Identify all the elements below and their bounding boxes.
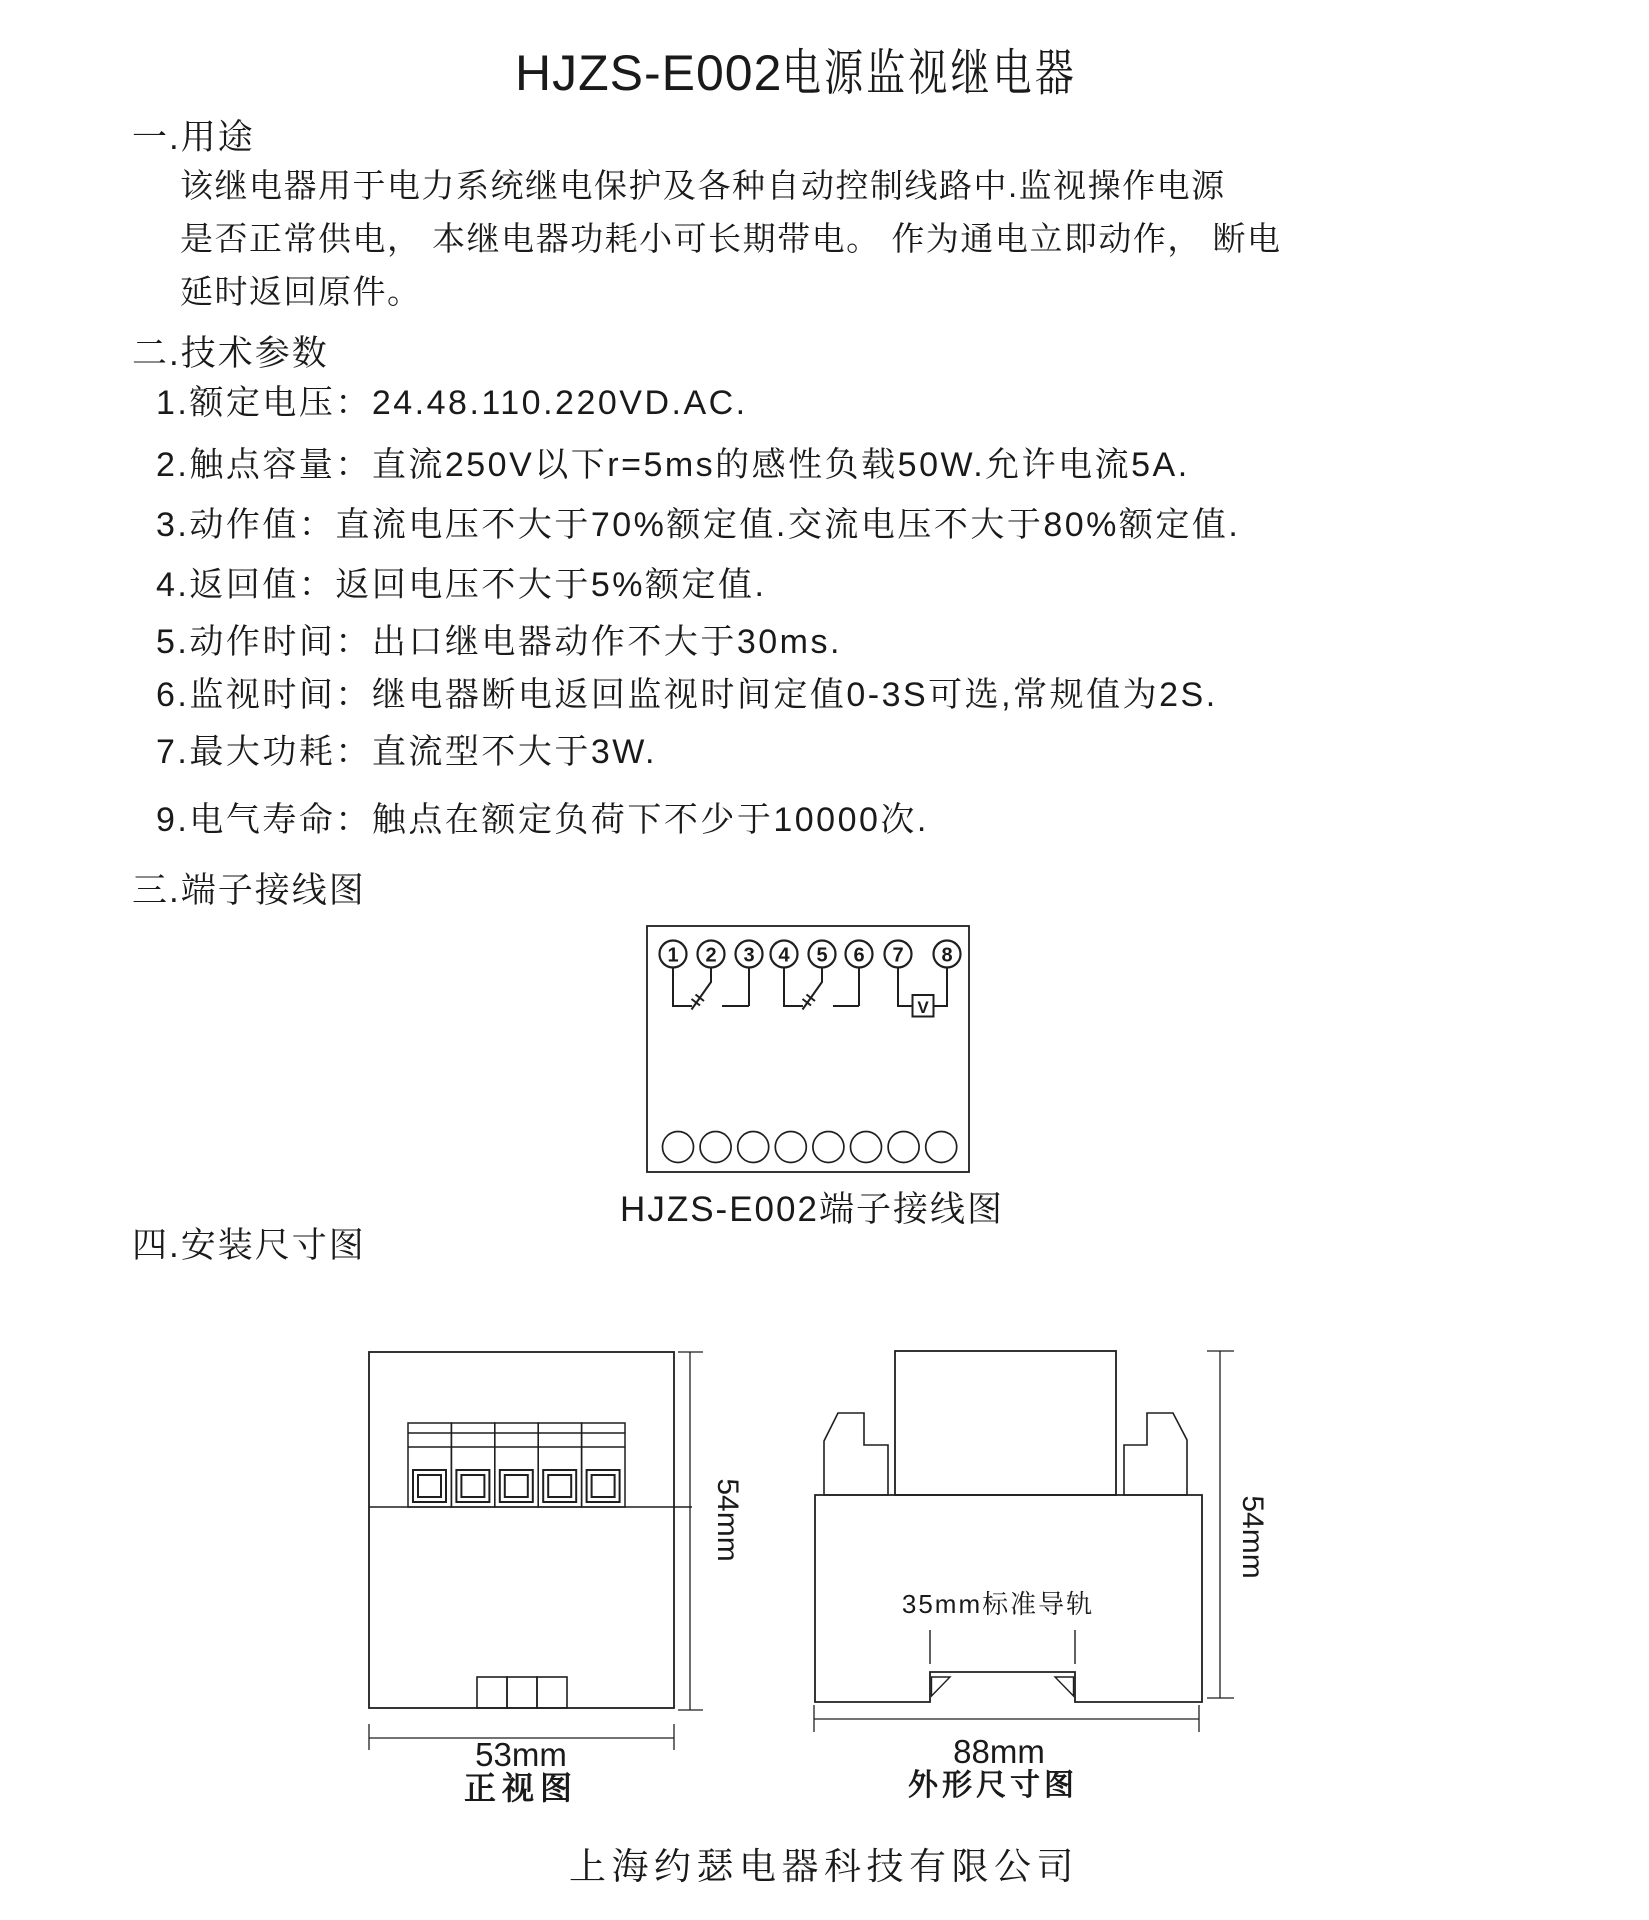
- parameter-item: 6.监视时间：继电器断电返回监视时间定值0-3S可选,常规值为2S.: [156, 676, 1218, 714]
- company-name: 上海约瑟电器科技有限公司: [569, 1846, 1079, 1887]
- page-title-model: HJZS-E002: [515, 45, 783, 101]
- outline-view-rail-slot: [930, 1630, 1075, 1696]
- front-view-terminal-blocks: [408, 1423, 625, 1507]
- front-view-din-clip: [477, 1677, 567, 1708]
- parameter-item: 4.返回值：返回电压不大于5%额定值.: [156, 566, 767, 604]
- svg-text:3: 3: [743, 944, 755, 967]
- outline-view-rail-label: 35mm标准导轨: [901, 1589, 1095, 1619]
- page-title-cjk: 电源监视继电器: [782, 45, 1078, 101]
- parameter-item: 3.动作值：直流电压不大于70%额定值.交流电压不大于80%额定值.: [156, 506, 1241, 544]
- svg-text:1: 1: [667, 944, 679, 967]
- section-heading-dimensions: 四.安装尺寸图: [132, 1226, 366, 1265]
- outline-view-height-dimension: [1207, 1351, 1234, 1698]
- installation-dimension-drawings: [290, 1340, 1300, 1820]
- page-title: [515, 45, 1160, 101]
- parameter-item: 5.动作时间：出口继电器动作不大于30ms.: [156, 623, 842, 661]
- svg-text:4: 4: [778, 944, 790, 967]
- parameter-item: 7.最大功耗：直流型不大于3W.: [156, 733, 657, 771]
- voltmeter-label: V: [917, 998, 929, 1017]
- svg-text:7: 7: [892, 944, 904, 967]
- outline-view-width-dimension: [814, 1705, 1199, 1732]
- outline-view-drawing: [814, 1351, 1234, 1732]
- terminal-holes-bottom: [663, 1132, 957, 1163]
- front-view-caption: 正视图: [463, 1770, 579, 1806]
- front-view-height-dimension: [678, 1352, 703, 1710]
- front-view-drawing: [369, 1352, 703, 1750]
- parameter-item: 2.触点容量：直流250V以下r=5ms的感性负载50W.允许电流5A.: [156, 446, 1190, 484]
- front-view-width-label: 53mm: [475, 1736, 567, 1773]
- purpose-line: 该继电器用于电力系统继电保护及各种自动控制线路中.监视操作电源: [180, 167, 1226, 204]
- svg-text:6: 6: [853, 944, 865, 967]
- outline-view-height-label: 54mm: [1236, 1495, 1269, 1579]
- purpose-line: 延时返回原件。: [180, 273, 422, 310]
- contact-symbol-123: [673, 968, 749, 1010]
- outline-view-left-clip: [824, 1413, 888, 1495]
- section-heading-parameters: 二.技术参数: [132, 334, 329, 373]
- wiring-box-outline: [647, 926, 969, 1172]
- front-view-height-label: 54mm: [711, 1478, 744, 1562]
- contact-symbol-456: [784, 968, 859, 1010]
- outline-view-width-label: 88mm: [953, 1733, 1045, 1770]
- wiring-diagram-caption: HJZS-E002端子接线图: [620, 1190, 1004, 1229]
- terminal-wiring-diagram: [646, 925, 970, 1173]
- svg-text:5: 5: [816, 944, 828, 967]
- section-heading-purpose: 一.用途: [132, 118, 255, 157]
- outline-view-caption: 外形尺寸图: [908, 1769, 1078, 1802]
- svg-text:8: 8: [941, 944, 953, 967]
- purpose-line: 是否正常供电， 本继电器功耗小可长期带电。 作为通电立即动作， 断电: [180, 220, 1282, 257]
- outline-view-right-clip: [1124, 1413, 1187, 1495]
- outline-view-top-section: [895, 1351, 1116, 1495]
- front-view-body-outline: [369, 1352, 674, 1708]
- svg-text:2: 2: [705, 944, 717, 967]
- parameter-item: 9.电气寿命：触点在额定负荷下不少于10000次.: [156, 801, 929, 839]
- section-heading-wiring: 三.端子接线图: [132, 871, 366, 910]
- parameter-item: 1.额定电压：24.48.110.220VD.AC.: [156, 384, 748, 422]
